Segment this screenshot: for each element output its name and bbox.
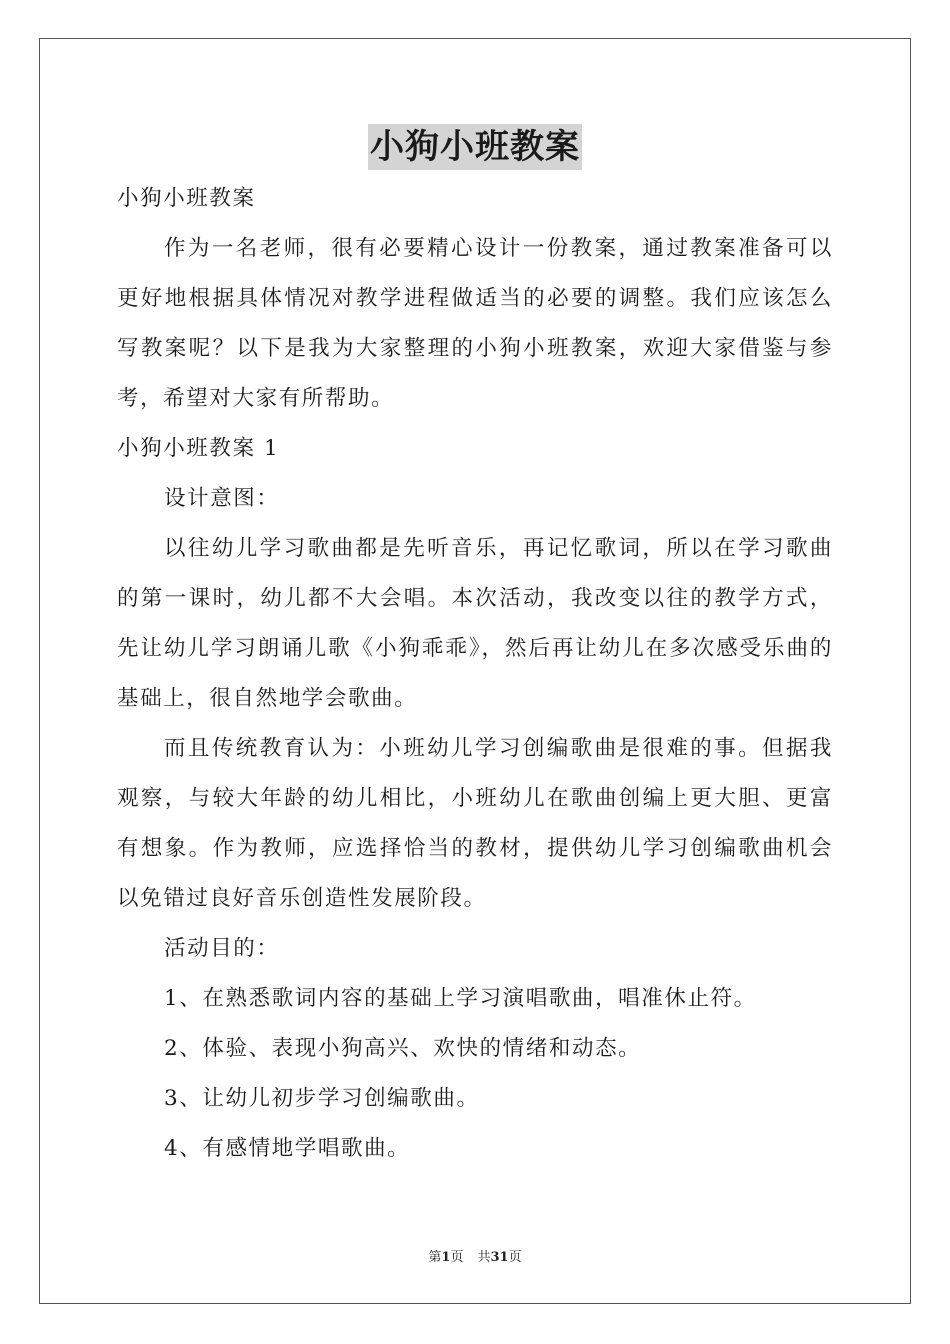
- page-total: 31: [490, 1250, 509, 1265]
- design-intent-heading: 设计意图：: [164, 486, 280, 511]
- paragraph-design-2: 而且传统教育认为：小班幼儿学习创编歌曲是很难的事。但据我观察，与较大年龄的幼儿相比，小班幼儿在歌曲创编上更大胆、更富有想象。作为教师，应选择恰当的教材，提供幼儿学习创编歌曲机会以免错过良好音乐创造性发展阶段。: [117, 736, 833, 911]
- page-footer: [0, 1246, 950, 1265]
- paragraph-subtitle: 小狗小班教案: [117, 186, 256, 211]
- document-body: [117, 174, 833, 1174]
- title-wrapper: [0, 124, 950, 170]
- objective-item: 4、有感情地学唱歌曲。: [164, 1136, 411, 1161]
- page-prefix: 第: [428, 1250, 442, 1265]
- paragraph-intro: 作为一名老师，很有必要精心设计一份教案，通过教案准备可以更好地根据具体情况对教学进程做适当的必要的调整。我们应该怎么写教案呢？以下是我为大家整理的小狗小班教案，欢迎大家借鉴与参考，希望对大家有所帮助。: [117, 236, 833, 411]
- page-current: 1: [441, 1250, 451, 1265]
- objectives-heading: 活动目的：: [164, 936, 280, 961]
- total-prefix: 共: [477, 1250, 491, 1265]
- section-heading: 小狗小班教案 1: [117, 436, 280, 461]
- objective-item: 1、在熟悉歌词内容的基础上学习演唱歌曲，唱准休止符。: [164, 986, 757, 1011]
- paragraph-design-1: 以往幼儿学习歌曲都是先听音乐，再记忆歌词，所以在学习歌曲的第一课时，幼儿都不大会唱。本次活动，我改变以往的教学方式，先让幼儿学习朗诵儿歌《小狗乖乖》，然后再让幼儿在多次感受乐曲的基础上，很自然地学会歌曲。: [117, 536, 833, 711]
- page-suffix: 页: [450, 1250, 464, 1265]
- objective-item: 3、让幼儿初步学习创编歌曲。: [164, 1086, 480, 1111]
- objective-item: 2、体验、表现小狗高兴、欢快的情绪和动态。: [164, 1036, 642, 1061]
- total-suffix: 页: [508, 1250, 522, 1265]
- document-title: 小狗小班教案: [368, 124, 582, 170]
